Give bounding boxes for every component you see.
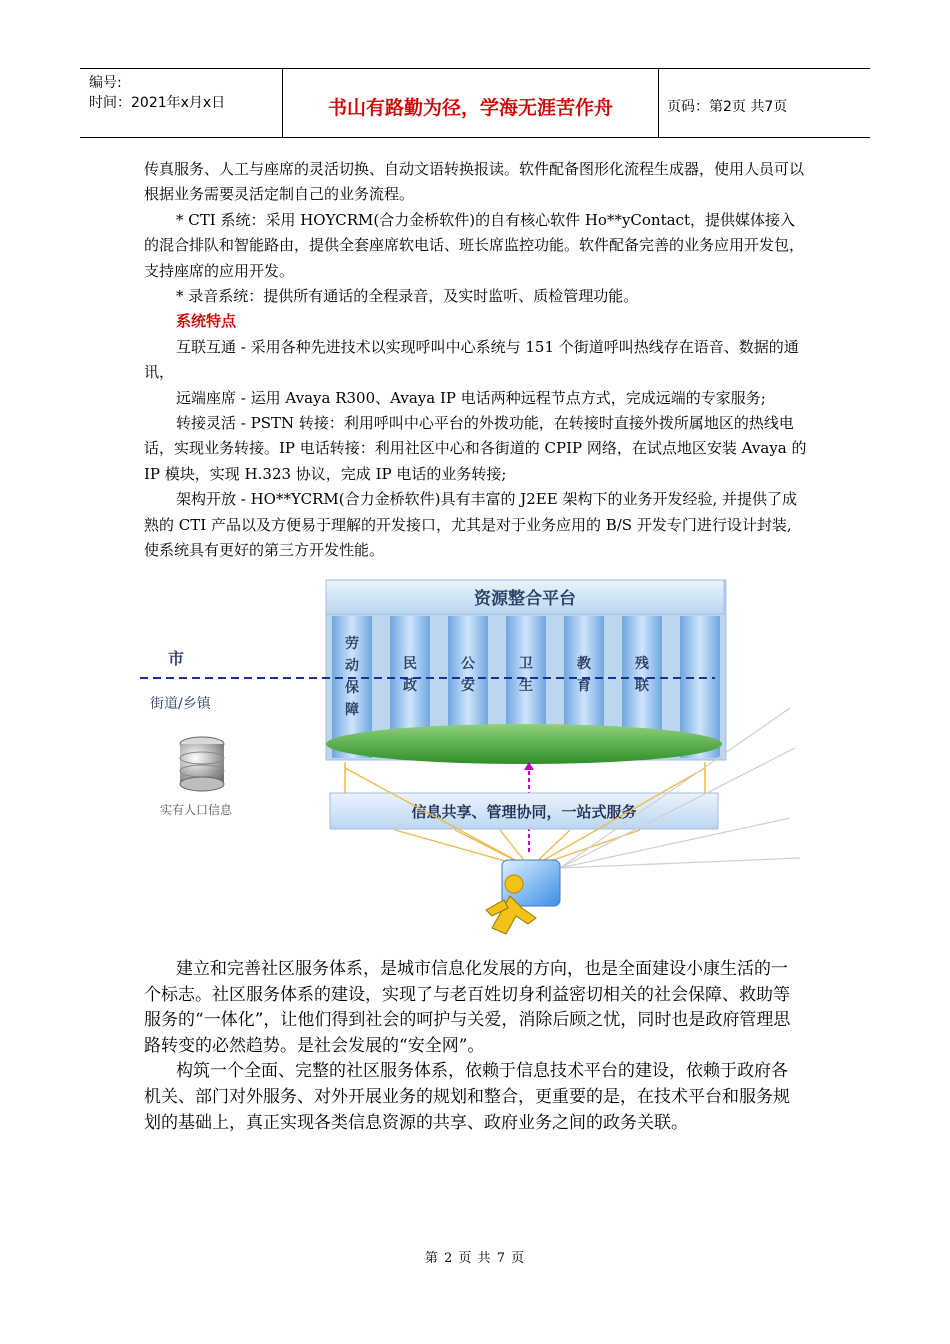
service-label: 信息共享、管理协同，一站式服务 xyxy=(411,803,637,821)
header-page-code: 页码：第2页 共7页 xyxy=(667,99,788,115)
time-label: 时间：2021年x月x日 xyxy=(89,95,226,111)
paragraph: 构筑一个全面、完整的社区服务体系，依赖于信息技术平台的建设，依赖于政府各机关、部门对外服务、对外开展业务的规划和整合，更重要的是，在技术平台和服务规划的基础上，真正实现各类信息资源的共享、政府业务之间的政务关联。 xyxy=(144,1061,790,1133)
paragraph: 架构开放 - HO**YCRM(合力金桥软件)具有丰富的 J2EE 架构下的业务开发经验, 并提供了成熟的 CTI 产品以及方便易于理解的开发接口，尤其是对于业务应用的 B/S 开发专门进行设计封装, 使系统具有更好的第三方开发性能。 xyxy=(144,490,797,560)
pillar-label-1: 劳动保障 xyxy=(345,636,359,718)
pillar-label-6: 残联 xyxy=(635,656,649,694)
user-terminal-icon xyxy=(486,860,560,934)
paragraph: 互联互通 - 采用各种先进技术以实现呼叫中心系统与 151 个街道呼叫热线存在语音、数据的通讯， xyxy=(144,337,799,382)
body-section-1 xyxy=(144,157,809,564)
pillar-label-3: 公安 xyxy=(461,656,475,694)
number-label: 编号: xyxy=(89,75,122,91)
street-label: 街道/乡镇 xyxy=(150,696,211,712)
pillar-label-5: 教育 xyxy=(577,656,591,694)
page-header xyxy=(80,68,870,138)
paragraph: 建立和完善社区服务体系，是城市信息化发展的方向，也是全面建设小康生活的一个标志。社区服务体系的建设，实现了与老百姓切身利益密切相关的社会保障、救助等服务的“一体化”，让他们得到社会的呵护与关爱，消除后顾之忧，同时也是政府管理思路转变的必然趋势。是社会发展的“安全网”。 xyxy=(144,959,791,1056)
paragraph: 远端座席 - 运用 Avaya R300、Avaya IP 电话两种远程节点方式，完成远端的专家服务; xyxy=(176,388,766,407)
section-heading: 系统特点 xyxy=(176,312,237,331)
paragraph: 传真服务、人工与座席的灵活切换、自动文语转换报读。软件配备图形化流程生成器，使用人员可以根据业务需要灵活定制自己的业务流程。 xyxy=(144,160,805,204)
pillar-label-4: 卫生 xyxy=(519,656,533,694)
paragraph: * CTI 系统：采用 HOYCRM(合力金桥软件)的自有核心软件 Ho**yContact，提供媒体接入的混合排队和智能路由，提供全套座席软电话、班长席监控功能。软件配备完善的业务应用开发包，支持座席的应用开发。 xyxy=(144,210,805,280)
database-icon xyxy=(180,737,224,791)
city-label: 市 xyxy=(168,649,185,668)
header-meta xyxy=(80,69,283,137)
top-bar-label: 资源整合平台 xyxy=(474,589,576,609)
body-section-2 xyxy=(144,957,804,1136)
integration-oval xyxy=(326,724,722,764)
paragraph: * 录音系统：提供所有通话的全程录音，及实时监听、质检管理功能。 xyxy=(176,287,639,306)
faded-arrow xyxy=(560,858,800,868)
platform-diagram xyxy=(140,568,810,943)
database-label: 实有人口信息 xyxy=(160,803,233,817)
pillar-label-2: 民政 xyxy=(403,656,417,694)
diagram-svg xyxy=(140,568,810,943)
paragraph: 转接灵活 - PSTN 转接：利用呼叫中心平台的外拨功能，在转接时直接外拨所属地区的热线电话，实现业务转接。IP 电话转接：利用社区中心和各街道的 CPIP 网络，在试点地区安装 Avaya 的 IP 模块，实现 H.323 协议，完成 IP 电话的业务转接; xyxy=(144,414,807,483)
header-motto: 书山有路勤为径，学海无涯苦作舟 xyxy=(283,69,659,137)
page-footer: 第 2 页 共 7 页 xyxy=(424,1251,526,1266)
